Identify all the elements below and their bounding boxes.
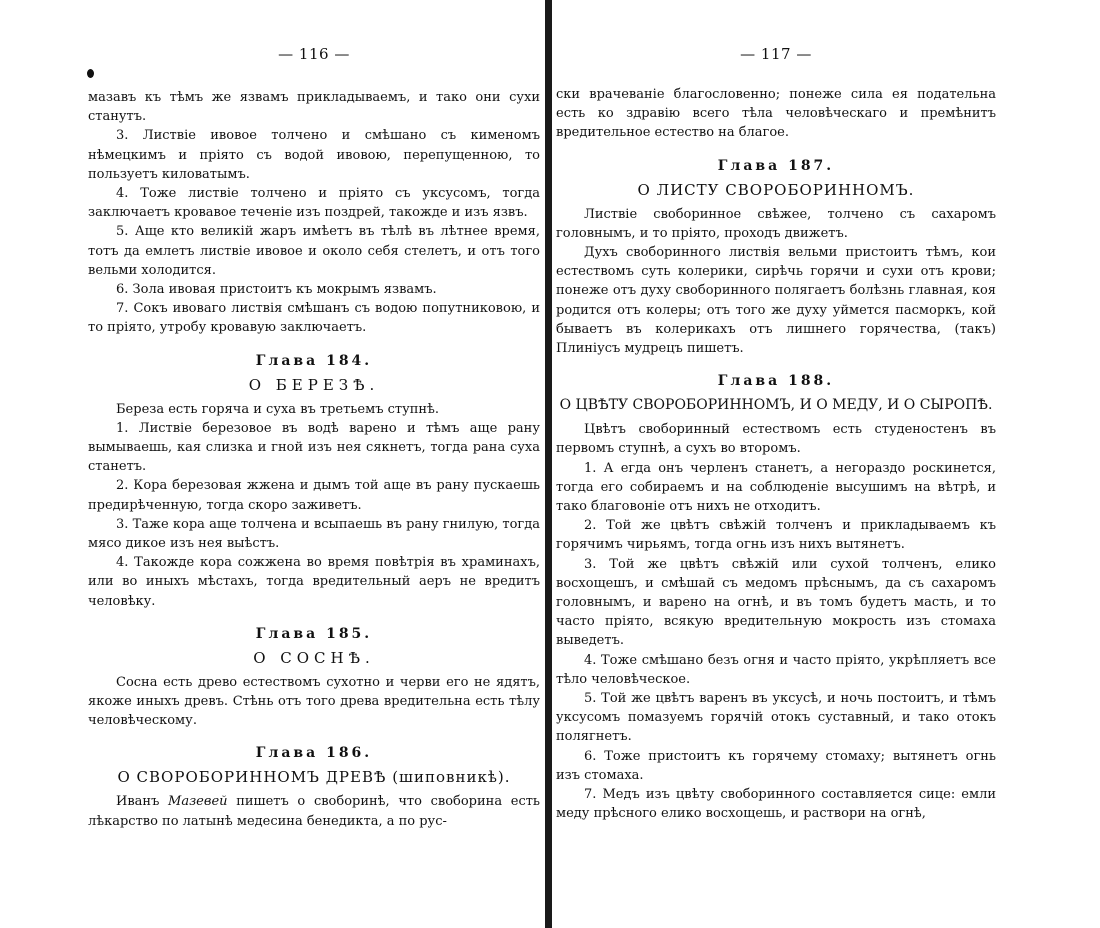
paragraph: 2. Той же цвѣтъ свѣжій толченъ и прикладываемъ къ горячимъ чирьямъ, тогда огнь изъ нихъ вытянетъ. bbox=[556, 518, 996, 553]
author-name: Мазевей bbox=[168, 794, 228, 810]
paragraph: Духъ своборинного листвія вельми пристоитъ тѣмъ, кои естествомъ суть колерики, сирѣчь горячи и сухи отъ крови; понеже отъ духу своборинного полягаетъ болѣзнь главная, коя родится отъ колеры; отъ того же духу уймется пасморкъ, кой бываетъ въ колерикахъ отъ лишнего горячества, (такъ) Плиніусъ мудрецъ пишетъ. bbox=[556, 245, 996, 357]
chapter-title-188: О ЦВѢТУ СВОРОБОРИННОМЪ, И О МЕДУ, И О СЫРОПѢ. bbox=[559, 397, 993, 414]
chapter-heading-184: Глава 184. bbox=[255, 352, 373, 369]
chapter-heading-186: Глава 186. bbox=[255, 745, 373, 762]
chapter-heading-188: Глава 188. bbox=[717, 373, 835, 390]
book-gutter bbox=[545, 0, 552, 928]
text-run: Иванъ bbox=[116, 794, 169, 810]
paragraph bbox=[88, 792, 540, 830]
chapter-title-184: О БЕРЕЗѢ. bbox=[248, 375, 380, 394]
paragraph: Сосна есть древо естествомъ сухотно и черви его не ядятъ, якоже иныхъ древъ. Стѣнь отъ того древа вредительна есть тѣлу человѣческому. bbox=[88, 674, 540, 729]
paragraph: 4. Тоже смѣшано безъ огня и часто пріято, укрѣпляетъ все тѣло человѣческое. bbox=[556, 652, 996, 687]
chapter-title-185: О СОСНѢ. bbox=[253, 648, 375, 667]
chapter-title-186: О СВОРОБОРИННОМЪ ДРЕВѢ (шиповникѣ). bbox=[117, 768, 511, 787]
right-page-text bbox=[556, 85, 996, 824]
paragraph: 6. Зола ивовая пристоитъ къ мокрымъ язвамъ. bbox=[116, 282, 437, 298]
paragraph: 2. Кора березовая жжена и дымъ той аще въ рану пускаешь предирѣченную, тогда скоро заживетъ. bbox=[88, 478, 540, 513]
paragraph: Цвѣтъ своборинный естествомъ есть студеностенъ въ первомъ ступнѣ, а сухъ во второмъ. bbox=[556, 422, 996, 457]
paragraph: 5. Аще кто великій жаръ имѣетъ въ тѣлѣ въ лѣтнее время, тотъ да емлетъ листвіе ивовое и около себя стелетъ, и отъ того вельми холодится. bbox=[88, 224, 540, 278]
left-page-text bbox=[88, 88, 540, 831]
page-number-left: — 116 — bbox=[278, 45, 350, 63]
paragraph: 3. Той же цвѣтъ свѣжій или сухой толченъ, елико восхощешъ, и смѣшай съ медомъ прѣснымъ, да съ сахаромъ головнымъ, и варено на огнѣ, и въ томъ будетъ масть, и то часто пріято, всякую вредительную мокрость изъ стомаха выведетъ. bbox=[556, 556, 996, 649]
paragraph: 6. Тоже пристоитъ къ горячему стомаху; вытянетъ огнь изъ стомаха. bbox=[556, 748, 996, 783]
text-run: пишетъ о своборинѣ, что своборина есть лѣкарство по латынѣ медесина бенедикта, а по рус- bbox=[88, 794, 541, 829]
paragraph: 3. Таже кора аще толчена и всыпаешь въ рану гнилую, тогда мясо дикое изъ нея выѣстъ. bbox=[88, 516, 540, 552]
paragraph: 1. Листвіе березовое въ водѣ варено и тѣмъ аще рану вымываешь, кая слизка и гной изъ нея сякнетъ, тогда рана суха станетъ. bbox=[88, 420, 540, 475]
paragraph: 4. Тоже листвіе толчено и пріято съ уксусомъ, тогда заключаетъ кровавое теченіе изъ поздрей, такожде и изъ язвъ. bbox=[88, 186, 540, 221]
paragraph: 3. Листвіе ивовое толчено и смѣшано съ кименомъ нѣмецкимъ и пріято съ водой ивовою, перепущенною, то пользуетъ киловатымъ. bbox=[88, 128, 540, 182]
chapter-heading-185: Глава 185. bbox=[255, 625, 373, 642]
paragraph: ски врачеваніе благословенно; понеже сила ея подательна есть ко здравію всего тѣла человѣческаго и премѣнитъ вредительное естество на благое. bbox=[556, 87, 996, 141]
right-page bbox=[556, 0, 996, 928]
chapter-heading-187: Глава 187. bbox=[717, 157, 835, 174]
chapter-title-187: О ЛИСТУ СВОРОБОРИННОМЪ. bbox=[637, 180, 915, 199]
paragraph: 5. Той же цвѣтъ варенъ въ уксусѣ, и ночь постоитъ, и тѣмъ уксусомъ помазуемъ горячій отокъ суставный, и тако отокъ полягнетъ. bbox=[556, 691, 996, 745]
paragraph: 7. Медъ изъ цвѣту своборинного составляется сице: емли меду прѣсного елико восхощешь, и раствори на огнѣ, bbox=[556, 787, 996, 822]
left-page bbox=[88, 0, 540, 928]
paragraph: 7. Сокъ ивоваго листвія смѣшанъ съ водою попутниковою, и то пріято, утробу кровавую заключаетъ. bbox=[88, 301, 540, 336]
paragraph: 4. Такожде кора сожжена во время повѣтрія въ храминахъ, или во иныхъ мѣстахъ, тогда вредительный аеръ не вредитъ человѣку. bbox=[88, 555, 540, 609]
page-number-right: — 117 — bbox=[740, 45, 812, 63]
paragraph: 1. А егда онъ черленъ станетъ, а негораздо роскинется, тогда его собираемъ и на соблюденіе высушимъ на вѣтрѣ, и тако благовоніе отъ нихъ не отходитъ. bbox=[556, 460, 996, 515]
paragraph: Листвіе своборинное свѣжее, толчено съ сахаромъ головнымъ, и то пріято, проходъ движетъ. bbox=[556, 206, 996, 241]
paragraph: Береза есть горяча и суха въ третьемъ ступнѣ. bbox=[116, 401, 440, 417]
paragraph: мазавъ къ тѣмъ же язвамъ прикладываемъ, и тако они сухи станутъ. bbox=[88, 90, 540, 125]
